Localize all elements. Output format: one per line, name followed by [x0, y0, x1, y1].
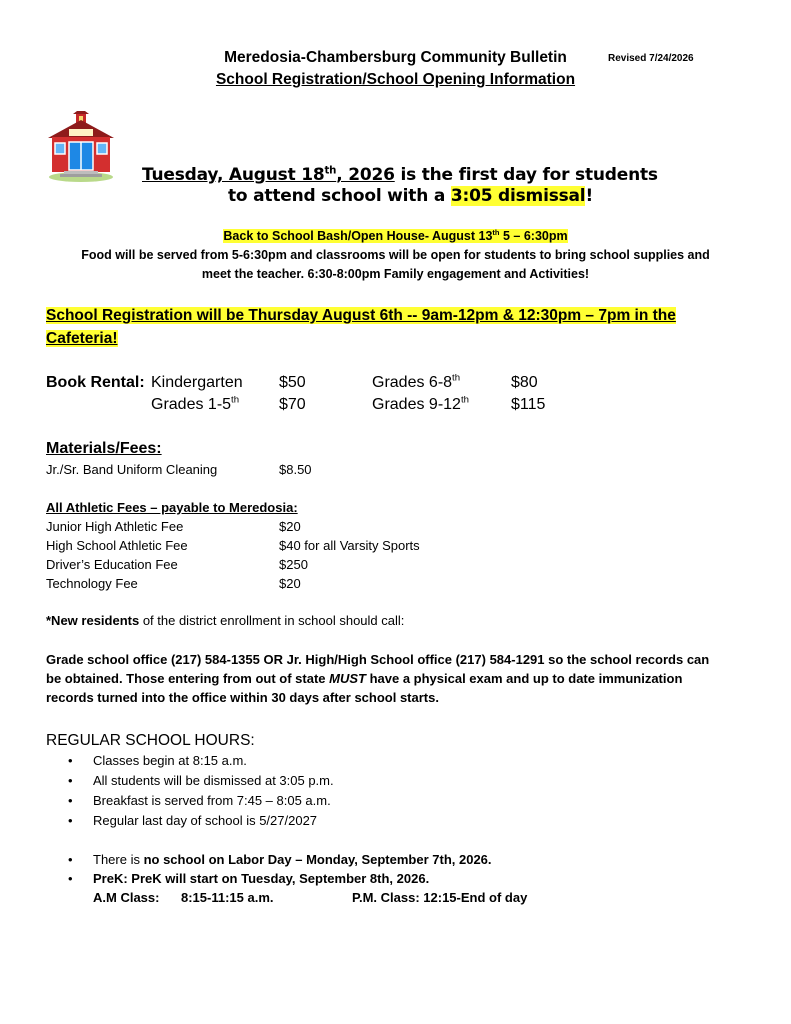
grade-6-8-text: Grades 6-8: [372, 374, 453, 391]
registration-text1: School Registration will be Thursday August 6th -- 9am-12pm & 12:30pm – 7pm in the: [46, 307, 676, 324]
first-day-headline-line2: [228, 186, 593, 206]
fee-value: $40 for all Varsity Sports: [279, 538, 420, 553]
band-cleaning-label: Jr./Sr. Band Uniform Cleaning: [46, 462, 218, 477]
food-info-line1: Food will be served from 5-6:30pm and classrooms will be open for students to bring school supplies and: [81, 248, 710, 262]
open-house-highlight: [223, 229, 567, 243]
grade-9-12-suffix: th: [460, 394, 469, 406]
book-price-1-5: $70: [279, 396, 306, 413]
new-residents-text: of the district enrollment in school should call:: [139, 613, 405, 628]
fee-value: $20: [279, 576, 301, 591]
registration-line1: [46, 307, 676, 325]
prek-item: PreK: PreK will start on Tuesday, September 8th, 2026.: [93, 871, 430, 886]
fee-label: Technology Fee: [46, 576, 138, 591]
open-house-suffix: th: [492, 227, 500, 237]
open-house-time: 5 – 6:30pm: [499, 229, 568, 243]
grade-1-5-suffix: th: [231, 394, 240, 406]
new-residents-label: *New residents: [46, 613, 140, 628]
bullet-icon: •: [68, 871, 73, 886]
headline-exclamation: !: [585, 186, 594, 206]
bulletin-subtitle: School Registration/School Opening Information: [215, 71, 576, 88]
am-class-label: A.M Class:: [93, 890, 160, 905]
labor-day-bold: no school on Labor Day – Monday, September 7th, 2026.: [143, 852, 492, 867]
book-grade-9-12: [372, 396, 469, 414]
bullet-icon: •: [68, 813, 73, 828]
bullet-icon: •: [68, 773, 73, 788]
materials-heading: Materials/Fees:: [46, 440, 162, 457]
schoolhouse-icon: [46, 111, 116, 183]
pm-class: P.M. Class: 12:15-End of day: [352, 890, 528, 905]
grade-9-12-text: Grades 9-12: [372, 396, 461, 413]
hours-item: Regular last day of school is 5/27/2027: [93, 813, 318, 828]
bullet-icon: •: [68, 852, 73, 867]
fee-value: $20: [279, 519, 301, 534]
contact-text: be obtained. Those entering from out of state: [46, 671, 330, 686]
fee-value: $250: [279, 557, 308, 572]
headline-rest: is the first day for students: [394, 165, 658, 185]
bulletin-title: Meredosia-Chambersburg Community Bulletin: [224, 49, 567, 66]
new-residents-line: [46, 613, 404, 628]
athletic-fees-heading: All Athletic Fees – payable to Meredosia:: [46, 500, 298, 515]
contact-text: have a physical exam and up to date immunization: [365, 671, 683, 686]
hours-item: All students will be dismissed at 3:05 p.m.: [93, 773, 334, 788]
registration-text2: Cafeteria!: [46, 330, 118, 347]
contact-paragraph-line3: records turned into the office within 30 days after school starts.: [46, 690, 439, 705]
book-price-6-8: $80: [511, 374, 538, 391]
open-house-line: [0, 229, 791, 243]
first-day-headline-line1: [142, 165, 658, 185]
headline-line2-text: to attend school with a: [228, 186, 451, 206]
date-suffix: th: [324, 165, 337, 177]
book-price-kindergarten: $50: [279, 374, 306, 391]
book-price-9-12: $115: [511, 396, 546, 413]
school-hours-heading: REGULAR SCHOOL HOURS:: [46, 732, 255, 749]
labor-day-item: [93, 852, 492, 867]
first-day-date: [142, 165, 395, 185]
fee-label: Junior High Athletic Fee: [46, 519, 184, 534]
revised-date: Revised 7/24/2026: [608, 53, 694, 64]
year-text: , 2026: [336, 165, 395, 185]
fee-label: High School Athletic Fee: [46, 538, 188, 553]
book-grade-6-8: [372, 374, 460, 392]
book-grade-1-5: [151, 396, 239, 414]
labor-day-text: There is: [93, 852, 144, 867]
open-house-text: Back to School Bash/Open House- August 13: [223, 229, 493, 243]
fee-label: Driver’s Education Fee: [46, 557, 178, 572]
dismissal-time-highlight: 3:05 dismissal: [450, 186, 586, 206]
am-class-time: 8:15-11:15 a.m.: [181, 890, 274, 905]
food-info-line2: meet the teacher. 6:30-8:00pm Family engagement and Activities!: [201, 267, 590, 281]
book-grade-kindergarten: Kindergarten: [151, 374, 243, 391]
grade-1-5-text: Grades 1-5: [151, 396, 232, 413]
registration-line2: [46, 330, 118, 348]
band-cleaning-price: $8.50: [279, 462, 312, 477]
contact-paragraph-line2: [46, 671, 682, 686]
contact-paragraph-line1: Grade school office (217) 584-1355 OR Jr. High/High School office (217) 584-1291 so the school records can: [46, 652, 710, 667]
date-text: Tuesday, August 18: [142, 165, 325, 185]
bullet-icon: •: [68, 753, 73, 768]
book-rental-label: Book Rental:: [46, 374, 145, 391]
hours-item: Breakfast is served from 7:45 – 8:05 a.m.: [93, 793, 331, 808]
must-emphasis: MUST: [329, 671, 366, 686]
bullet-icon: •: [68, 793, 73, 808]
hours-item: Classes begin at 8:15 a.m.: [93, 753, 247, 768]
grade-6-8-suffix: th: [452, 372, 461, 384]
